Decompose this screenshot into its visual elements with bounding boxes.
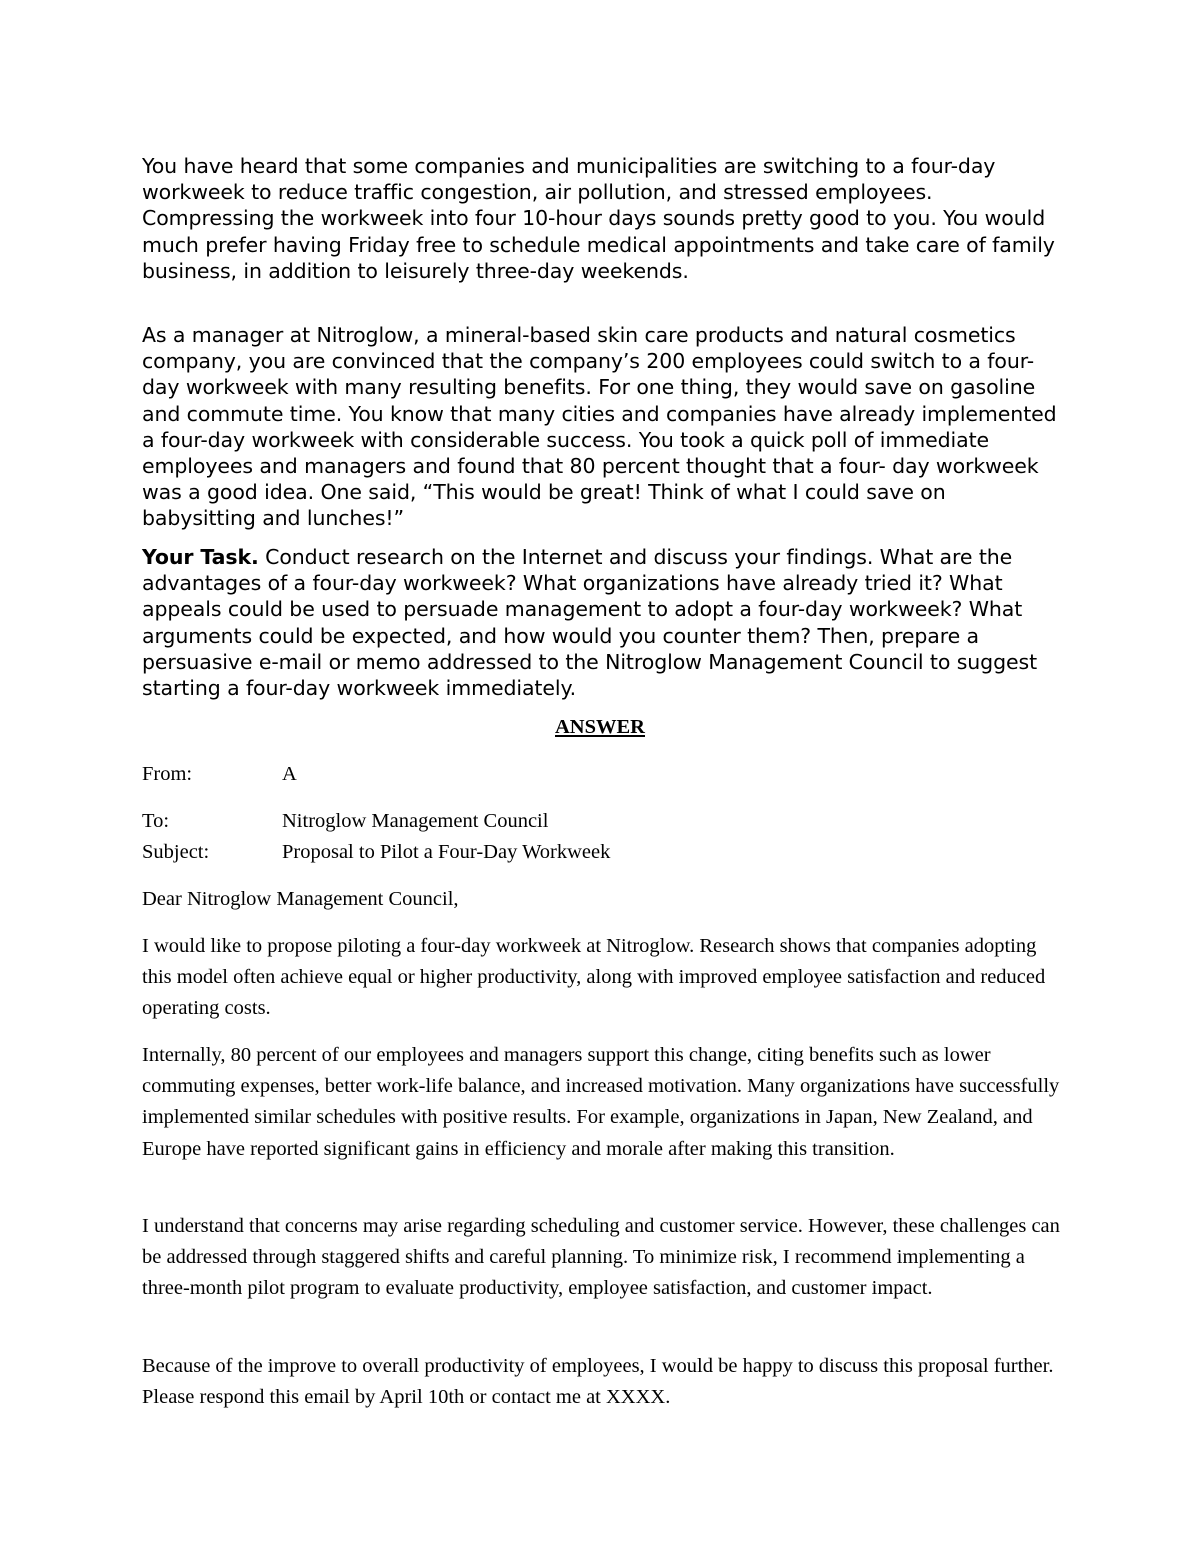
body-paragraph-1: I would like to propose piloting a four-day workweek at Nitroglow. Research shows that companies adopting this model often achieve equal or higher productivity, along with improved employee satisfaction and reduced operating costs. [142, 935, 1046, 1020]
answer-heading: ANSWER [555, 716, 645, 738]
task-text: Conduct research on the Internet and discuss your findings. What are the advantages of a four-day workweek? What organizations have already tried it? What appeals could be used to persuade management to adopt a four-day workweek? What arguments could be expected, and how would you counter them? Then, prepare a persuasive e-mail or memo addressed to the Nitroglow Management Council to suggest starting a four-day workweek immediately. [142, 545, 1038, 701]
to-value: Nitroglow Management Council [282, 810, 549, 832]
salutation: Dear Nitroglow Management Council, [142, 888, 459, 910]
to-label: To: [142, 810, 170, 832]
prompt-paragraph-2: As a manager at Nitroglow, a mineral-based skin care products and natural cosmetics company, you are convinced that the company’s 200 employees could switch to a four-day workweek with many resulting benefits. For one thing, they would save on gasoline and commute time. You know that many cities and companies have already implemented a four-day workweek with considerable success. You took a quick poll of immediate employees and managers and found that 80 percent thought that a four- day workweek was a good idea. One said, “This would be great! Think of what I could save on babysitting and lunches!” [142, 323, 1057, 531]
task-paragraph [142, 544, 1062, 701]
subject-label: Subject: [142, 841, 210, 863]
task-label: Your Task. [142, 545, 259, 569]
from-label: From: [142, 763, 193, 785]
body-paragraph-3: I understand that concerns may arise regarding scheduling and customer service. However, these challenges can be addressed through staggered shifts and careful planning. To minimize risk, I recommend implementing a three-month pilot program to evaluate productivity, employee satisfaction, and customer impact. [142, 1215, 1060, 1300]
body-paragraph-4: Because of the improve to overall productivity of employees, I would be happy to discuss this proposal further. Please respond this email by April 10th or contact me at XXXX. [142, 1355, 1054, 1409]
subject-value: Proposal to Pilot a Four-Day Workweek [282, 841, 611, 863]
from-value: A [282, 763, 297, 785]
body-paragraph-2: Internally, 80 percent of our employees and managers support this change, citing benefits such as lower commuting expenses, better work-life balance, and increased motivation. Many organizations have successfully implemented similar schedules with positive results. For example, organizations in Japan, New Zealand, and Europe have reported significant gains in efficiency and morale after making this transition. [142, 1044, 1060, 1160]
prompt-paragraph-1: You have heard that some companies and municipalities are switching to a four-day workweek to reduce traffic congestion, air pollution, and stressed employees. Compressing the workweek into four 10-hour days sounds pretty good to you. You would much prefer having Friday free to schedule medical appointments and take care of family business, in addition to leisurely three-day weekends. [142, 154, 1055, 283]
